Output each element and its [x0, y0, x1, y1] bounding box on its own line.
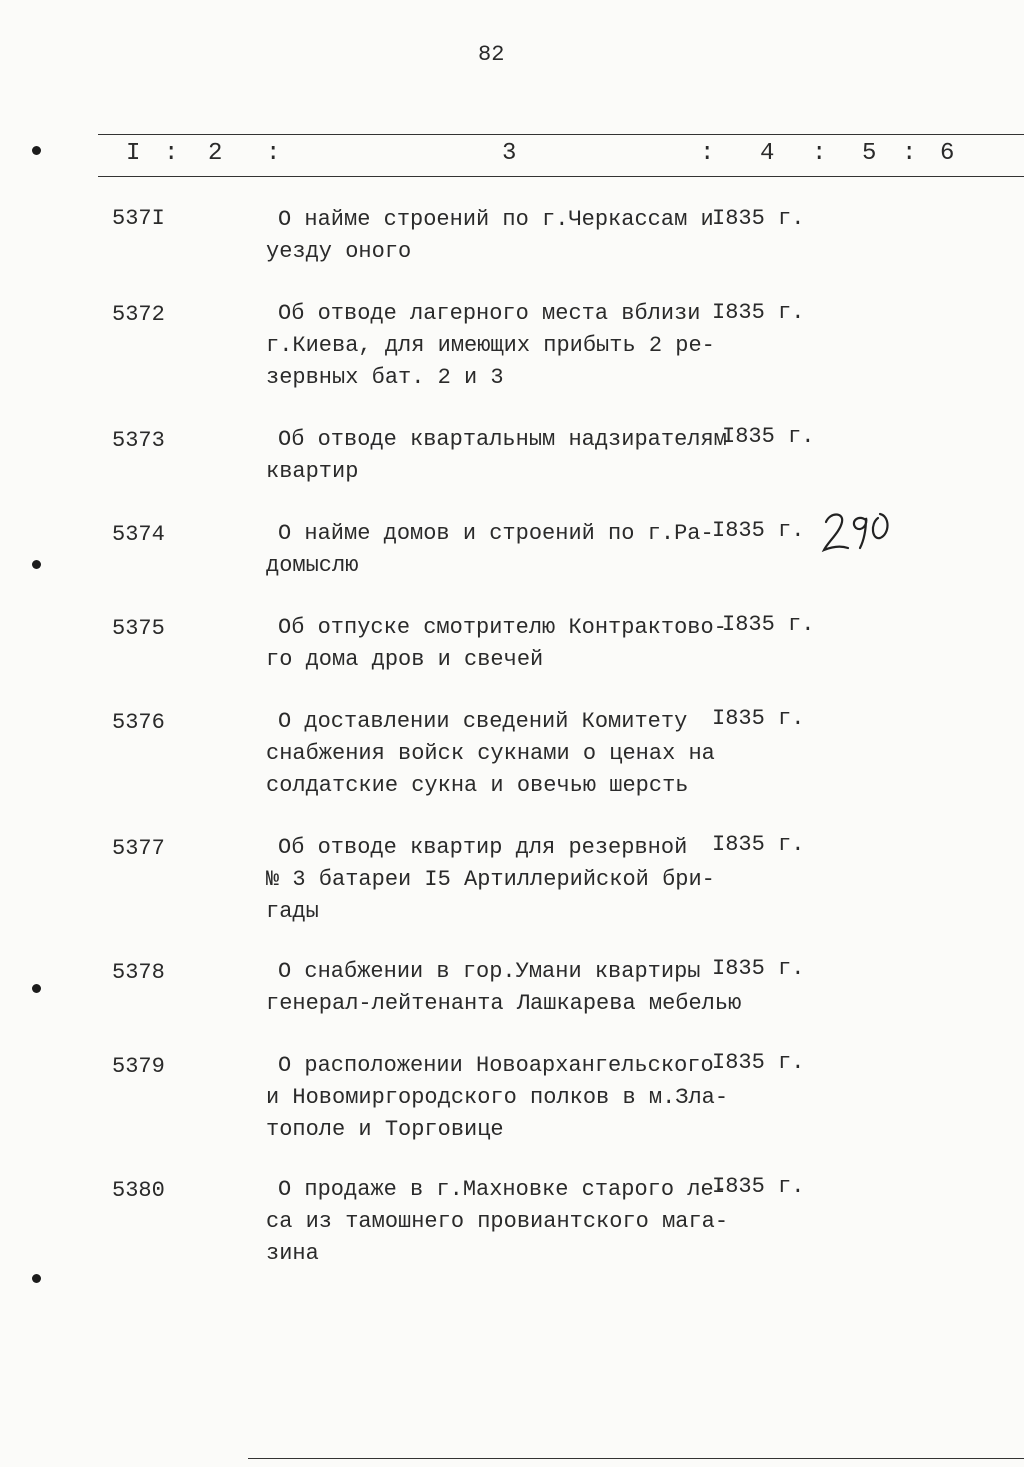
- entry-line: солдатские сукна и овечью шерсть: [266, 773, 689, 798]
- entry-line: домыслю: [266, 553, 359, 578]
- entry-line: Об отпуске смотрителю Контрактово-: [278, 615, 727, 640]
- punch-hole: [32, 984, 41, 993]
- entry-text: [266, 204, 716, 268]
- entry-number: 5380: [112, 1178, 165, 1203]
- entry-line: уезду оного: [266, 239, 412, 264]
- punch-hole: [32, 560, 41, 569]
- entry-date: I835 г.: [722, 612, 815, 637]
- header-col-1: I: [126, 140, 141, 167]
- entry-text: [266, 706, 716, 802]
- header-separator: :: [266, 140, 281, 167]
- header-col-2: 2: [208, 140, 223, 167]
- entry-number: 537I: [112, 206, 165, 231]
- header-separator: :: [700, 140, 715, 167]
- header-separator: :: [902, 140, 917, 167]
- entry-text: [266, 1174, 729, 1270]
- entry-line: зина: [266, 1241, 319, 1266]
- page-number: 82: [478, 42, 505, 67]
- entry-number: 5373: [112, 428, 165, 453]
- entry-line: О доставлении сведений Комитету: [278, 709, 688, 734]
- entry-number: 5375: [112, 616, 165, 641]
- entry-line: О продаже в г.Махновке старого ле-: [278, 1177, 727, 1202]
- entry-text: [266, 612, 727, 676]
- entry-number: 5379: [112, 1054, 165, 1079]
- handwritten-sheet-number: [820, 506, 900, 556]
- entry-number: 5374: [112, 522, 165, 547]
- entry-number: 5377: [112, 836, 165, 861]
- entry-line: квартир: [266, 459, 359, 484]
- header-bottom-rule: [98, 176, 1024, 177]
- entry-line: и Новомиргородского полков в м.Зла-: [266, 1085, 729, 1110]
- entry-line: О найме домов и строений по г.Ра-: [278, 521, 714, 546]
- entry-line: г.Киева, для имеющих прибыть 2 ре-: [266, 333, 715, 358]
- header-col-3: 3: [502, 140, 517, 167]
- entry-text: [266, 298, 716, 394]
- entry-line: тополе и Торговице: [266, 1117, 504, 1142]
- entry-line: го дома дров и свечей: [266, 647, 544, 672]
- entry-date: I835 г.: [712, 956, 805, 981]
- entry-text: [266, 518, 716, 582]
- punch-hole: [32, 146, 41, 155]
- entry-text: [266, 832, 716, 928]
- entry-line: № 3 батареи I5 Артиллерийской бри-: [266, 867, 715, 892]
- header-separator: :: [164, 140, 179, 167]
- entry-line: О расположении Новоархангельского: [278, 1053, 714, 1078]
- column-header: [0, 140, 1024, 170]
- entry-line: са из тамошнего провиантского мага-: [266, 1209, 729, 1234]
- entry-line: снабжения войск сукнами о ценах на: [266, 741, 715, 766]
- entry-date: I835 г.: [712, 832, 805, 857]
- entry-line: Об отводе квартир для резервной: [278, 835, 688, 860]
- entry-text: [266, 956, 742, 1020]
- bottom-rule: [248, 1458, 1024, 1459]
- punch-hole: [32, 1274, 41, 1283]
- entry-date: I835 г.: [722, 424, 815, 449]
- top-rule: [98, 134, 1024, 135]
- entry-text: [266, 1050, 729, 1146]
- header-col-4: 4: [760, 140, 775, 167]
- entry-line: О снабжении в гор.Умани квартиры: [278, 959, 701, 984]
- entry-date: I835 г.: [712, 1050, 805, 1075]
- entry-date: I835 г.: [712, 1174, 805, 1199]
- entry-date: I835 г.: [712, 706, 805, 731]
- header-col-5: 5: [862, 140, 877, 167]
- header-col-6: 6: [940, 140, 955, 167]
- header-separator: :: [812, 140, 827, 167]
- entry-text: [266, 424, 727, 488]
- entry-line: Об отводе квартальным надзирателям: [278, 427, 727, 452]
- entry-number: 5376: [112, 710, 165, 735]
- entry-line: генерал-лейтенанта Лашкарева мебелью: [266, 991, 742, 1016]
- entry-date: I835 г.: [712, 206, 805, 231]
- entry-date: I835 г.: [712, 300, 805, 325]
- entry-line: О найме строений по г.Черкассам и: [278, 207, 714, 232]
- entry-line: гады: [266, 899, 319, 924]
- entry-number: 5372: [112, 302, 165, 327]
- entry-line: зервных бат. 2 и 3: [266, 365, 504, 390]
- entry-line: Об отводе лагерного места вблизи: [278, 301, 701, 326]
- entry-date: I835 г.: [712, 518, 805, 543]
- entry-number: 5378: [112, 960, 165, 985]
